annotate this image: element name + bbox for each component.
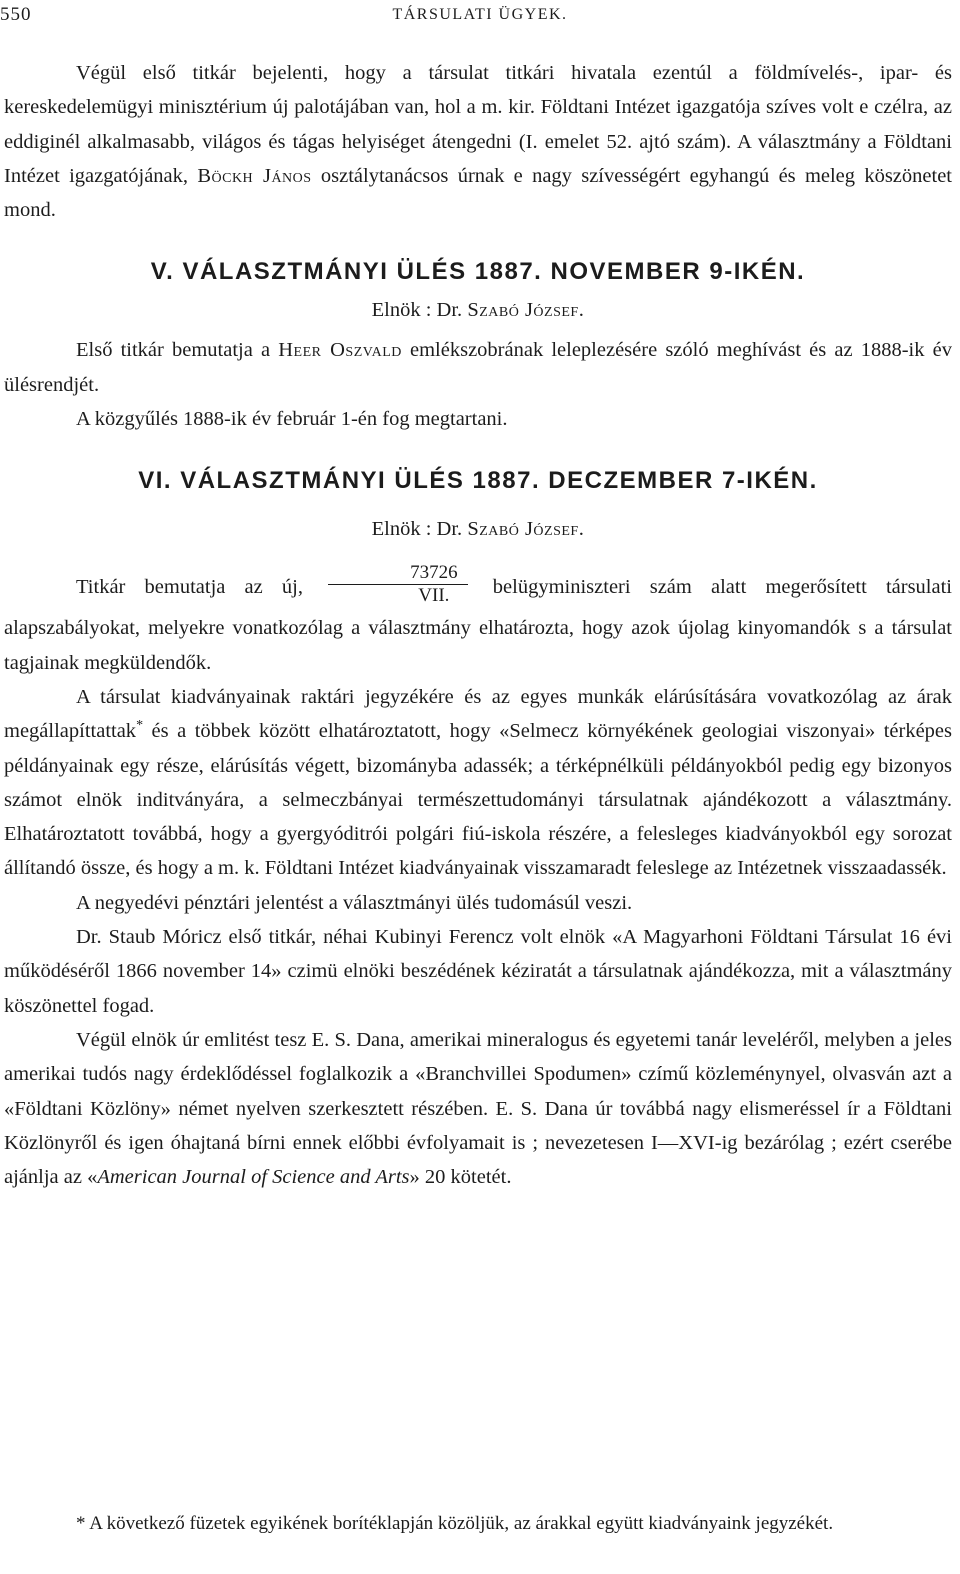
journal-title: American Journal of Science and Arts bbox=[97, 1166, 410, 1189]
ministry-number-fraction bbox=[328, 562, 468, 607]
paragraph-vi-3: A negyedévi pénztári jelentést a választmányi ülés tudomásúl veszi. bbox=[76, 891, 633, 914]
chair-name: Szabó József. bbox=[467, 518, 585, 541]
chair-name: Szabó József. bbox=[467, 299, 585, 322]
paragraph-vi-2: A társulat kiadványainak raktári jegyzékére és az egyes munkák elárúsítására vovatkozólag az árak megállapíttattak* és a többek között elhatároztatott, hogy «Selmecz környékének geologiai viszonyai» térképes példányainak egy része, elárúsítás végett, bizományba adassék; a térképnélküli példányokból pedig egy bizonyos számot elnök inditványára, a selmeczbányai természettudományi társulatnak ajándékozott a választmány. Elhatároztatott továbbá, hogy a gyergyóditrói polgári fiú-iskola részére, a felesleges kiadványokból egy sorozat állítandó össze, és hogy a m. k. Földtani Intézet kiadványainak visszamaradt feleslege az Intézetnek visszaadassék. bbox=[4, 685, 952, 880]
chair-line-vi: Elnök : Dr. Szabó József. bbox=[371, 518, 585, 541]
person-name: Böckh János bbox=[197, 164, 312, 187]
footnote-reference: * bbox=[136, 718, 144, 734]
section-heading-v: V. VÁLASZTMÁNYI ÜLÉS 1887. NOVEMBER 9-IKÉN. bbox=[150, 258, 806, 286]
page-header bbox=[0, 4, 960, 30]
chair-line-v: Elnök : Dr. Szabó József. bbox=[371, 299, 585, 322]
fraction-numerator: 73726 bbox=[328, 562, 468, 585]
paragraph-intro: Végül első titkár bejelenti, hogy a társulat titkári hivatala ezentúl a földmívelés-, ipar- és kereskedelemügyi minisztérium új palotájában van, hol a m. kir. Földtani Intézet igazgatója szíves volt e czélra, az eddiginél alkalmasabb, világos és tágas helyiséget átengedni (I. emelet 52. ajtó szám). A választmány a Földtani Intézet igazgatójának, Böckh János osztálytanácsos úrnak e nagy szívességért egyhangú és meleg köszönetet mond. bbox=[4, 62, 952, 222]
footnote-mark: * bbox=[76, 1513, 86, 1534]
section-heading-vi: VI. VÁLASZTMÁNYI ÜLÉS 1887. DECZEMBER 7-IKÉN. bbox=[138, 467, 818, 495]
page-body bbox=[4, 56, 952, 1194]
paragraph-vi-4: Dr. Staub Móricz első titkár, néhai Kubinyi Ferencz volt elnök «A Magyarhoni Földtani Társulat 16 évi működéséről 1866 november 14» czimü elnöki beszédének kéziratát a társulatnak ajándékozza, mit a választmány köszönettel fogad. bbox=[4, 926, 952, 1017]
running-head: TÁRSULATI ÜGYEK. bbox=[392, 6, 568, 23]
fraction-denominator: VII. bbox=[418, 585, 450, 607]
paragraph-v-1: Első titkár bemutatja a Heer Oszvald emlékszobrának leleplezésére szóló meghívást és az 1888-ik év ülésrendjét. bbox=[4, 339, 953, 396]
page-number: 550 bbox=[0, 4, 32, 25]
footnote: * A következő füzetek egyikének borítéklapján közöljük, az árakkal együtt kiadványaink jegyzékét. bbox=[76, 1513, 834, 1534]
paragraph-v-2: A közgyűlés 1888-ik év február 1-én fog megtartani. bbox=[76, 408, 508, 431]
person-name: Heer Oszvald bbox=[278, 339, 402, 362]
paragraph-vi-1: Titkár bemutatja az új, $\frac{73726}{\text{VII.}}$ belügyminiszteri szám alatt megerősített társulati alapszabályokat, melyekre vonatkozólag a választmány elhatározta, hogy azok újolag kinyomandók s a társulat tagjainak megküldendők. bbox=[4, 562, 952, 674]
paragraph-vi-5: Végül elnök úr emlitést tesz E. S. Dana, amerikai mineralogus és egyetemi tanár leveléről, melyben a jeles amerikai tudós nagy érdeklődéssel foglalkozik a «Branchvillei Spodumen» czímű közleménynyel, olvasván azt a «Földtani Közlöny» német nyelven szerkesztett részében. E. S. Dana úr továbbá nagy elismeréssel ír a Földtani Közlönyről és igen óhajtaná bírni ennek előbbi évfolyamait is ; nevezetesen I—XVI-ig bezárólag ; ezért cserébe ajánlja az «American Journal of Science and Arts» 20 kötetét. bbox=[4, 1028, 952, 1189]
